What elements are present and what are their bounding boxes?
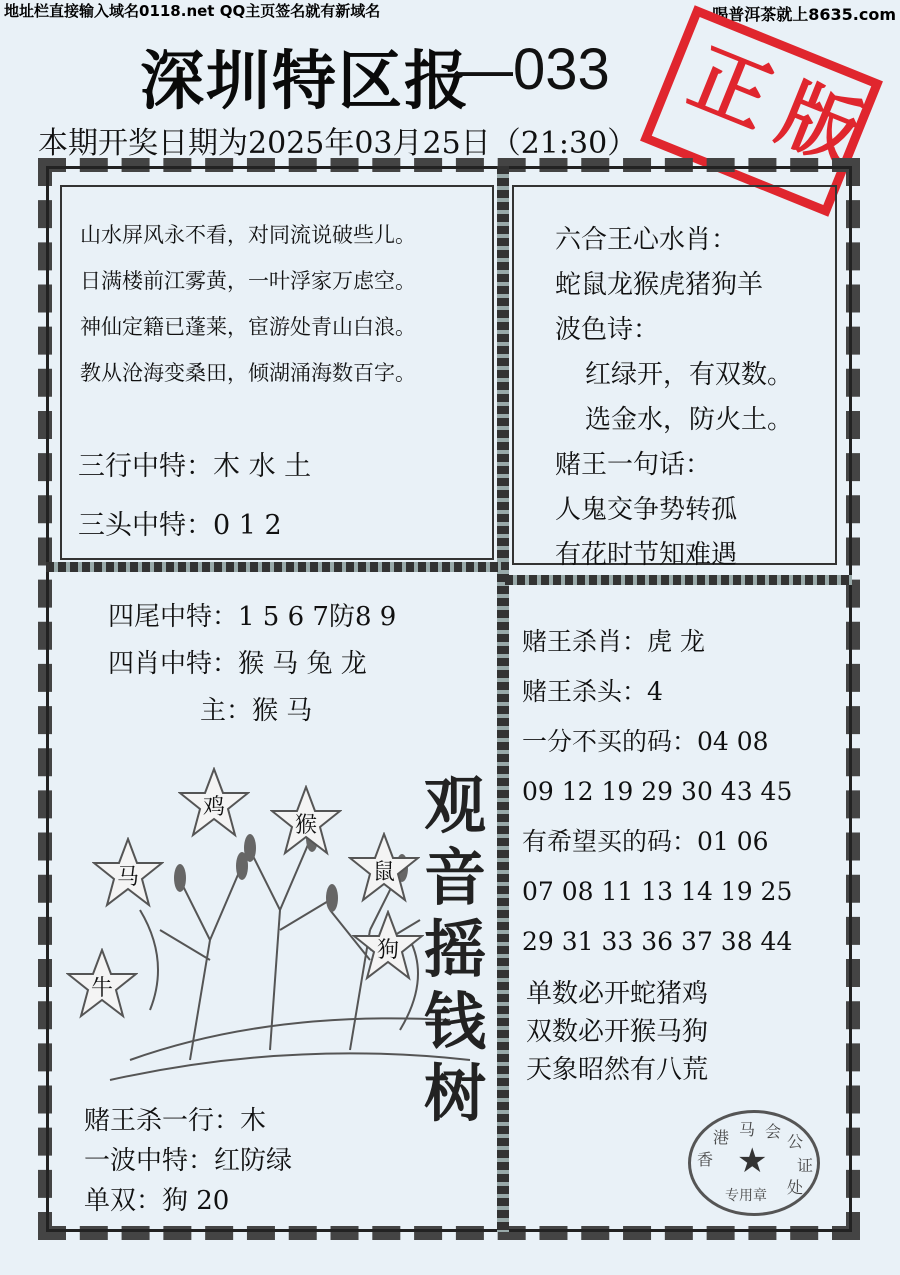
page-title: 深圳特区报: [140, 44, 470, 119]
seal-char: 会: [765, 1122, 782, 1141]
zodiac-star: [186, 775, 242, 831]
poem-line: 教从沧海变桑田，倾湖涌海数百字。: [80, 361, 416, 385]
text-line: 一分不买的码：04 08: [522, 727, 769, 756]
danshuang-line: 单双：狗 20: [84, 1186, 230, 1216]
text-line: 蛇鼠龙猴虎猪狗羊: [555, 270, 764, 300]
sanxing-line: 三行中特：木 水 土: [78, 451, 312, 482]
seal-caption: 专用章: [725, 1188, 767, 1204]
sixiao-line: 四肖中特：猴 马 兔 龙: [108, 649, 367, 679]
vertical-char: 摇: [423, 913, 486, 986]
star-icon: ★: [737, 1141, 768, 1181]
domain-notice-right: 喝普洱茶就上8635.com: [712, 5, 896, 24]
vertical-char: 钱: [423, 985, 486, 1058]
text-line: 天象昭然有八荒: [526, 1055, 709, 1085]
star-label: 马: [116, 865, 139, 890]
star-label: 鼠: [372, 860, 395, 885]
text-line: 有花时节知难遇: [555, 540, 738, 570]
domain-notice-left: 地址栏直接输入域名0118.net QQ主页签名就有新域名: [4, 2, 381, 20]
poem-line: 山水屏风永不看，对同流说破些儿。: [80, 223, 416, 247]
seal-char: 证: [797, 1156, 814, 1175]
text-line: 赌王杀头：4: [522, 677, 663, 706]
seal-char: 港: [713, 1128, 730, 1147]
seal-char: 处: [787, 1178, 804, 1197]
zodiac-star: [100, 845, 156, 901]
shayixing-line: 赌王杀一行：木: [84, 1106, 267, 1136]
vertical-title: [410, 770, 500, 1130]
zhu-line: 主：猴 马: [200, 696, 313, 726]
text-line: 单数必开蛇猪鸡: [526, 979, 709, 1009]
seal-char: 公: [787, 1132, 804, 1151]
zodiac-star: [356, 840, 412, 896]
text-line: 六合王心水肖：: [555, 225, 738, 255]
left-horizontal-divider: [46, 562, 501, 572]
vertical-char: 树: [423, 1057, 486, 1130]
text-line: 09 12 19 29 30 43 45: [522, 777, 793, 806]
genuine-stamp: 正版: [677, 31, 890, 189]
text-line: 赌王杀肖：虎 龙: [522, 627, 705, 656]
text-line: 红绿开，有双数。: [585, 360, 794, 390]
siwei-line: 四尾中特：1 5 6 7防8 9: [108, 602, 397, 632]
star-label: 狗: [376, 938, 399, 963]
seal: [688, 1110, 820, 1216]
bottom-right-numbers: [522, 617, 792, 967]
yibo-line: 一波中特：红防绿: [84, 1146, 293, 1176]
top-right-text: [555, 218, 793, 578]
star-label: 牛: [90, 976, 113, 1001]
zodiac-star: [74, 956, 130, 1012]
text-line: 人鬼交争势转孤: [555, 495, 738, 525]
text-line: 赌王一句话：: [555, 450, 712, 480]
text-line: 波色诗：: [555, 315, 660, 345]
zodiac-star: [278, 793, 334, 849]
poem-line: 日满楼前江雾黄，一叶浮家万虑空。: [80, 269, 416, 293]
star-label: 鸡: [202, 795, 225, 820]
santou-line: 三头中特：0 1 2: [78, 510, 282, 541]
text-line: 07 08 11 13 14 19 25: [522, 877, 793, 906]
draw-date: 本期开奖日期为2025年03月25日（21:30）: [38, 126, 638, 161]
seal-char: 香: [697, 1150, 714, 1169]
poem-line: 神仙定籍已蓬莱，宦游处青山白浪。: [80, 315, 416, 339]
bottom-right-tail: [526, 975, 708, 1089]
poem: [80, 212, 416, 396]
text-line: 29 31 33 36 37 38 44: [522, 927, 793, 956]
seal-char: 马: [739, 1120, 756, 1139]
star-label: 猴: [294, 813, 317, 838]
text-line: 选金水，防火土。: [585, 405, 794, 435]
text-line: 双数必开猴马狗: [526, 1017, 709, 1047]
text-line: 有希望买的码：01 06: [522, 827, 769, 856]
zodiac-star: [360, 918, 416, 974]
vertical-char: 音: [423, 841, 486, 914]
issue-number: —033: [455, 37, 610, 102]
vertical-char: 观: [423, 769, 486, 842]
